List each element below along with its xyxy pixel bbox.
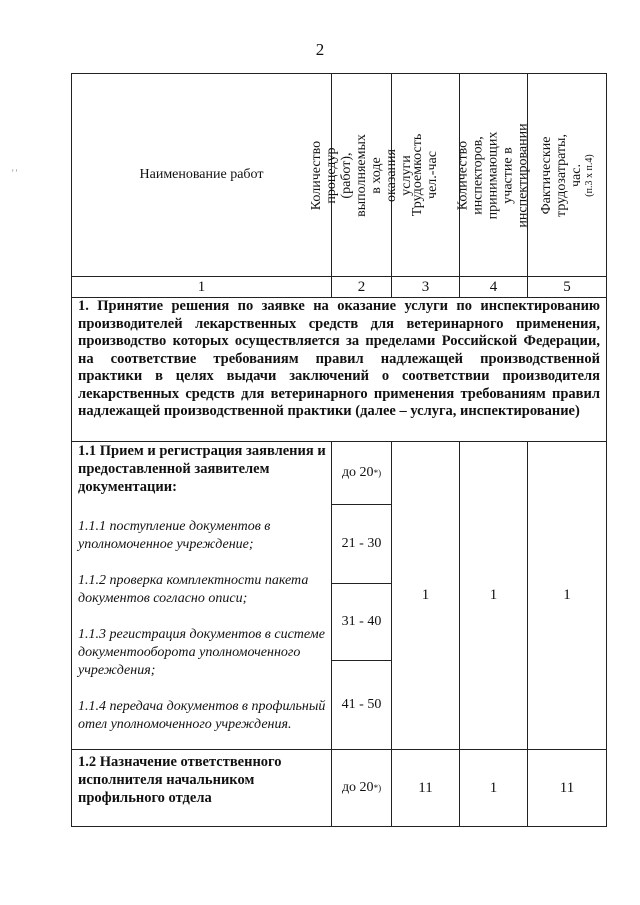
item-1-1-title: 1.1 Прием и регистрация заявления и предоставленной заявителем документации: — [78, 443, 326, 495]
table-right-border — [606, 73, 607, 827]
header-col-1: Наименование работ — [139, 167, 264, 182]
item-1-1-qty-2: 21 - 30 — [341, 536, 382, 551]
header-col-3-text: Трудоемкость чел.-час — [410, 133, 441, 217]
item-1-1-description — [78, 442, 328, 734]
item-1-1-actual: 1 — [563, 587, 571, 603]
item-1-2-qty: до 20 *) — [341, 780, 382, 795]
item-1-2-labor: 11 — [418, 779, 433, 796]
header-col-5-text: Фактические трудозатраты, час. — [538, 133, 584, 217]
item-1-1-qty-4: 41 - 50 — [341, 697, 382, 712]
item-1-1-2: 1.1.2 проверка комплектности пакета документов согласно описи; — [78, 573, 309, 606]
colnum-1: 1 — [197, 278, 206, 295]
colnum-2: 2 — [357, 278, 366, 295]
item-1-1-4: 1.1.4 передача документов в профильный отел уполномоченного учреждения. — [78, 699, 326, 732]
item-1-1-3: 1.1.3 регистрация документов в системе документооборота уполномоченного учреждения; — [78, 627, 325, 678]
margin-mark: ' ' — [12, 168, 18, 178]
item-1-1-inspectors: 1 — [489, 587, 498, 603]
header-col-5-note: (п.3 х п.4) — [583, 153, 595, 197]
section-1-title: 1. Принятие решения по заявке на оказание услуги по инспектированию производителей лекарственных средств для ветеринарного применения, производство которых осуществляется за пределами Российской Федерации, на соответствие требованиям правил надлежащей производственной практики в целях выдачи заключений о соответствии производителя лекарственных средств для ветеринарного применения требованиям правил надлежащей производственной практики (далее – услуга, инспектирование) — [78, 298, 600, 419]
item-1-2-actual: 11 — [559, 779, 575, 796]
header-col-4-text: Количество инспекторов, принимающих участие в инспектировании — [456, 122, 531, 228]
page-number: 2 — [315, 40, 325, 59]
item-1-2-title: 1.2 Назначение ответственного исполнителя начальником профильного отдела — [78, 754, 282, 806]
item-1-1-qty-3: 31 - 40 — [341, 614, 382, 629]
header-col-2 — [309, 74, 414, 276]
item-1-1-1: 1.1.1 поступление документов в уполномоченное учреждение; — [78, 519, 271, 552]
header-col-5 — [528, 74, 606, 276]
colnum-5: 5 — [563, 278, 571, 295]
item-1-1-qty-1: до 20 *) — [341, 465, 382, 480]
header-col-4 — [456, 74, 531, 276]
colnum-3: 3 — [421, 278, 430, 295]
colnum-4: 4 — [489, 278, 498, 295]
item-1-2-inspectors: 1 — [489, 779, 498, 796]
header-col-2-text: Количество процедур (работ), выполняемых в ходе оказания услуги — [309, 133, 414, 217]
header-col-3 — [392, 74, 459, 276]
item-1-1-labor: 1 — [421, 587, 430, 603]
